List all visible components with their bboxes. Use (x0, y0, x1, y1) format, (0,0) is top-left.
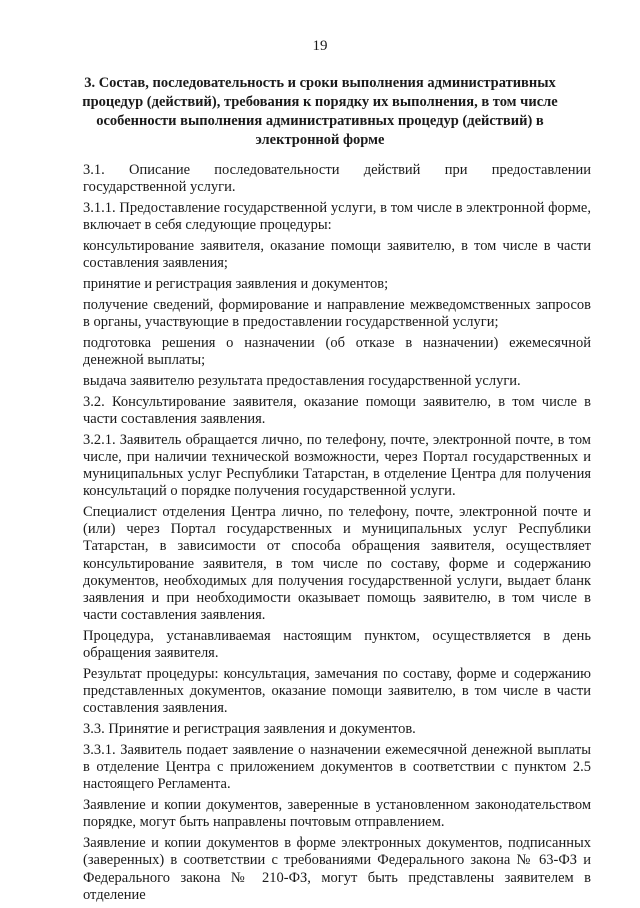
paragraph-3-3-1: 3.3.1. Заявитель подает заявление о назначении ежемесячной денежной выплаты в отделение Центра с приложением документов в соответствии с пунктом 2.5 настоящего Регламента. (83, 742, 591, 793)
procedure-list-item: принятие и регистрация заявления и документов; (83, 276, 389, 292)
paragraph: Процедура, устанавливаемая настоящим пунктом, осуществляется в день обращения заявителя. (83, 628, 591, 662)
paragraph: Специалист отделения Центра лично, по телефону, почте, электронной почте и (или) через Портал государственных и муниципальных услуг Республики Татарстан, в зависимости от способа обращения заявителя, осуществляет консультирование заявителя, в том числе по составу, форме и содержанию документов, необходимых для получения государственной услуги, выдает бланк заявления и при необходимости оказывает помощь заявителю, в том числе в части составления заявления. (83, 504, 591, 624)
procedure-list-item: консультирование заявителя, оказание помощи заявителю, в том числе в части составления заявления; (83, 238, 591, 272)
paragraph-3-2-1: 3.2.1. Заявитель обращается лично, по телефону, почте, электронной почте, в том числе, при наличии технической возможности, через Портал государственных и муниципальных услуг Республики Татарстан, в отделение Центра для получения консультаций о порядке получения государственной услуги. (83, 431, 591, 500)
paragraph: Заявление и копии документов, заверенные в установленном законодательством порядке, могут быть направлены почтовым отправлением. (83, 797, 591, 831)
procedure-list-item: получение сведений, формирование и направление межведомственных запросов в органы, участвующие в предоставлении государственной услуги; (83, 296, 591, 330)
page-number: 19 (312, 38, 328, 54)
paragraph: Результат процедуры: консультация, замечания по составу, форме и содержанию представленных документов, оказание помощи заявителю, в том числе в части составления заявления. (83, 666, 591, 717)
document-body (83, 162, 591, 908)
paragraph-3-2: 3.2. Консультирование заявителя, оказание помощи заявителю, в том числе в части составления заявления. (83, 393, 591, 427)
paragraph: Заявление и копии документов в форме электронных документов, подписанных (заверенных) в соответствии с требованиями Федерального закона № 63-ФЗ и Федерального закона № 210-ФЗ, могут быть представлены заявителем в отделение (83, 835, 591, 903)
section-heading: 3. Состав, последовательность и сроки выполнения административных процедур (действий), требования к порядку их выполнения, в том числе особенности выполнения административных процедур (действий) в электронной форме (82, 75, 558, 148)
procedure-list-item: выдача заявителю результата предоставления государственной услуги. (83, 372, 521, 389)
paragraph-3-1-1: 3.1.1. Предоставление государственной услуги, в том числе в электронной форме, включает в себя следующие процедуры: (83, 200, 591, 234)
procedure-list-item: подготовка решения о назначении (об отказе в назначении) ежемесячной денежной выплаты; (83, 334, 591, 368)
paragraph-3-1: 3.1. Описание последовательности действий при предоставлении государственной услуги. (83, 162, 591, 196)
paragraph-3-3: 3.3. Принятие и регистрация заявления и документов. (83, 721, 416, 738)
